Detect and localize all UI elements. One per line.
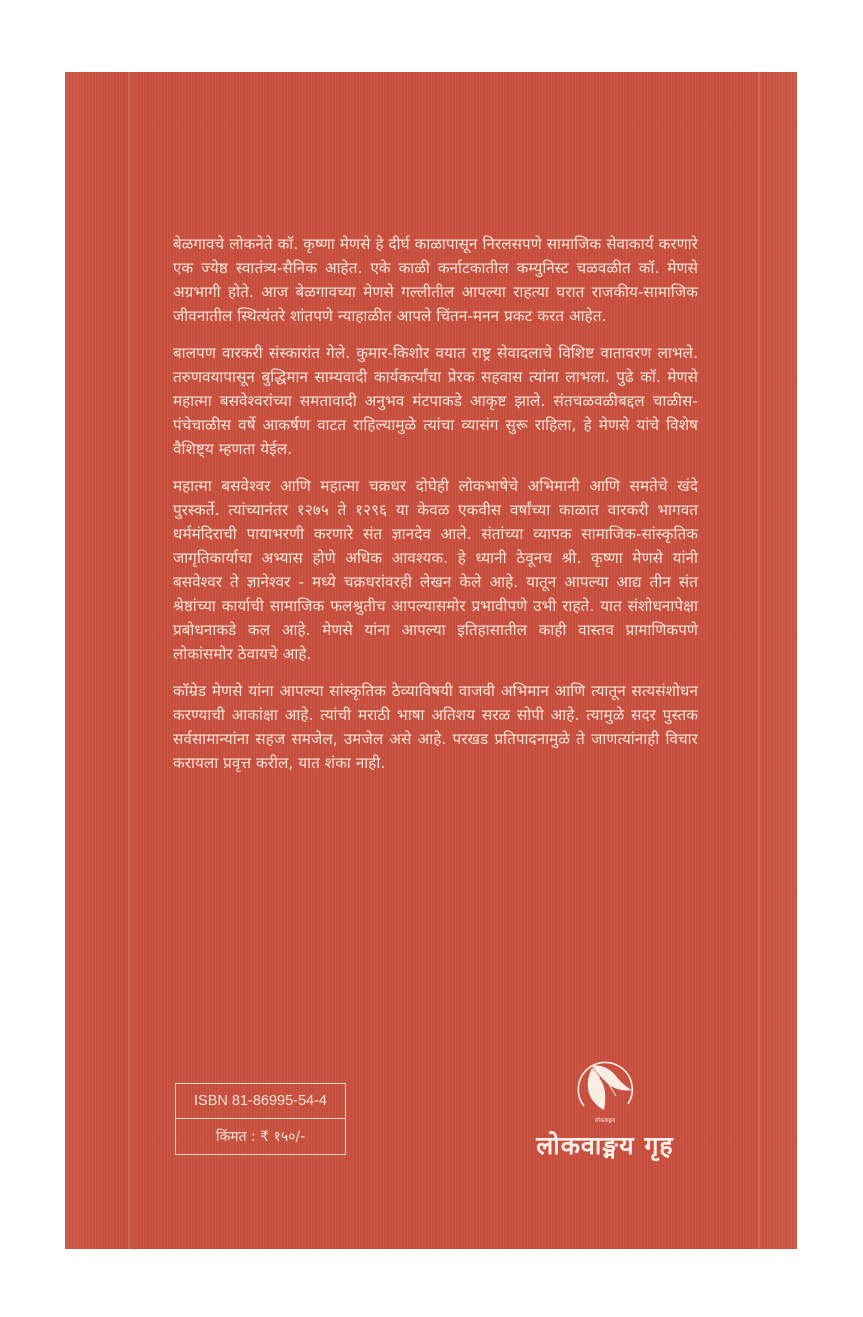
- blurb-paragraph-3: महात्मा बसवेश्वर आणि महात्मा चक्रधर दोघेही लोकभाषेचे अभिमानी आणि समतेचे खंदे पुरस्कर्ते. त्यांच्यानंतर १२७५ ते १२९६ या केवळ एकवीस वर्षांच्या काळात वारकरी भागवत धर्ममंदिराची पायाभरणी करणारे संत ज्ञानदेव आले. संतांच्या व्यापक सामाजिक-सांस्कृतिक जागृतिकार्याचा अभ्यास होणे अधिक आवश्यक. हे ध्यानी ठेवूनच श्री. कृष्णा मेणसे यांनी बसवेश्वर ते ज्ञानेश्वर - मध्ये चक्रधरांवरही लेखन केले आहे. यातून आपल्या आद्य तीन संत श्रेष्ठांच्या कार्याची सामाजिक फलश्रुतीच आपल्यासमोर प्रभावीपणे उभी राहते. यात संशोधनापेक्षा प्रबोधनाकडे कल आहे. मेणसे यांना आपल्या इतिहासातील काही वास्तव प्रामाणिकपणे लोकांसमोर ठेवायचे आहे.: [173, 477, 698, 663]
- leaf-emblem-icon: [570, 1054, 640, 1126]
- isbn-price-box: [175, 1083, 346, 1155]
- cover-fold-line-right: [758, 72, 760, 1249]
- cover-fold-line-left: [128, 72, 130, 1249]
- publisher-name: लोकवाङ्मय गृह: [536, 1131, 674, 1160]
- book-back-cover: [65, 72, 797, 1249]
- blurb-paragraph-2: बालपण वारकरी संस्कारांत गेले. कुमार-किशोर वयात राष्ट्र सेवादलाचे विशिष्ट वातावरण लाभले. तरुणवयापासून बुद्धिमान साम्यवादी कार्यकर्त्यांचा प्रेरक सहवास त्यांना लाभला. पुढे कॉ. मेणसे महात्मा बसवेश्वरांच्या समतावादी अनुभव मंटपाकडे आकृष्ट झाले. संतचळवळीबद्दल चाळीस-पंचेचाळीस वर्षे आकर्षण वाटत राहिल्यामुळे त्यांचा व्यासंग सुरू राहिला, हे मेणसे यांचे विशेष वैशिष्ट्य म्हणता येईल.: [173, 344, 698, 458]
- svg-text:लोकवाङ्मय: लोकवाङ्मय: [594, 1118, 616, 1124]
- blurb-paragraph-4: कॉम्रेड मेणसे यांना आपल्या सांस्कृतिक ठेव्याविषयी वाजवी अभिमान आणि त्यातून सत्यसंशोधन करण्याची आकांक्षा आहे. त्यांची मराठी भाषा अतिशय सरळ सोपी आहे. त्यामुळे सदर पुस्तक सर्वसामान्यांना सहज समजेल, उमजेल असे आहे. परखड प्रतिपादनामुळे ते जाणत्यांनाही विचार करायला प्रवृत्त करील, यात शंका नाही.: [173, 682, 698, 772]
- blurb-paragraph-1: बेळगावचे लोकनेते कॉ. कृष्णा मेणसे हे दीर्घ काळापासून निरलसपणे सामाजिक सेवाकार्य करणारे एक ज्येष्ठ स्वातंत्र्य-सैनिक आहेत. एके काळी कर्नाटकातील कम्युनिस्ट चळवळीत कॉ. मेणसे अग्रभागी होते. आज बेळगावच्या मेणसे गल्लीतील आपल्या राहत्या घरात राजकीय-सामाजिक जीवनातील स्थित्यंतरे शांतपणे न्याहाळीत आपले चिंतन-मनन प्रकट करत आहेत.: [173, 235, 698, 325]
- blurb-text: [173, 232, 698, 788]
- publisher-block: [485, 1054, 725, 1162]
- price-label: किंमत : ₹ १५०/-: [215, 1129, 306, 1145]
- isbn-label: ISBN 81-86995-54-4: [176, 1084, 345, 1119]
